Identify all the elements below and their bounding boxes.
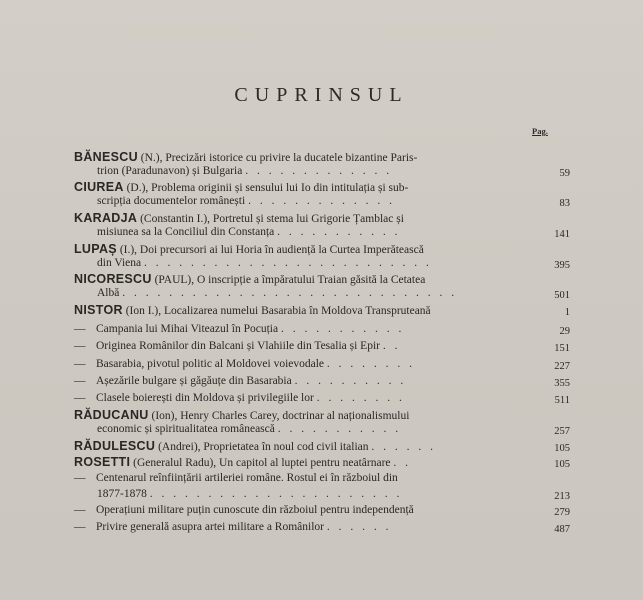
page-number: 151 (554, 343, 570, 354)
page-number: 83 (559, 198, 570, 209)
author-name: NICORESCU (74, 272, 152, 286)
toc-entry-text (74, 272, 425, 287)
entry-title: (Generalul Radu), Un capitol al luptei pentru neatârnare (130, 457, 391, 469)
entry-title: (D.), Problema originii și sensului lui Io din intitulația și sub- (123, 182, 409, 194)
toc-entry-text (97, 422, 401, 436)
entry-title: Campania lui Mihai Viteazul în Pocuția (96, 323, 279, 335)
toc-entry-text (74, 339, 400, 353)
leader-dots: . . (382, 340, 401, 352)
toc-line (74, 520, 570, 534)
toc-entry-text (74, 180, 408, 195)
entry-title: Privire generală asupra artei militare a Românilor (96, 521, 324, 533)
toc-line (74, 256, 570, 270)
author-name: RĂDUCANU (74, 408, 149, 422)
leader-dots: . . . . . . . . . . . (280, 323, 405, 335)
entry-title: (Ion), Henry Charles Carey, doctrinar al naționalismului (148, 410, 410, 422)
leader-dots: . . . . . . . . . . . . . . . . . . . . . . . . . (144, 257, 432, 269)
toc-line (74, 225, 570, 239)
author-name: CIUREA (74, 180, 124, 194)
toc-line (74, 357, 570, 371)
page-title: CUPRINSUL (234, 84, 409, 106)
continuation-dash: — (74, 472, 86, 484)
toc-entry-text (74, 503, 414, 517)
toc-entry-text (74, 520, 392, 534)
leader-dots: . . . . . . . . (316, 392, 405, 404)
page-column-label: Pag. (532, 126, 548, 136)
page-number: 395 (554, 260, 570, 271)
entry-title: Clasele boierești din Moldova și privilegiile lor (96, 392, 314, 404)
continuation-dash: — (74, 521, 86, 533)
author-name: ROSETTI (74, 455, 131, 469)
toc-line (74, 303, 570, 317)
page-number: 487 (554, 524, 570, 535)
toc-entry-text (97, 225, 401, 239)
toc-line (74, 194, 570, 208)
continuation-dash: — (74, 358, 86, 370)
entry-title: misiunea sa la Conciliul din Constanța (97, 226, 275, 238)
toc-entry-text (74, 439, 436, 454)
toc-line (74, 322, 570, 336)
toc-line (74, 272, 570, 286)
entry-title: (Constantin I.), Portretul și stema lui Grigorie Țamblac și (137, 213, 404, 225)
toc-line (74, 439, 570, 453)
toc-entry-text (97, 286, 457, 300)
toc-entry-text (74, 303, 431, 318)
toc-line (74, 242, 570, 256)
leader-dots: . . . . . . . . . . . (277, 423, 402, 435)
leader-dots: . . . . . . . . . . . . . (245, 165, 393, 177)
toc-entry-text (74, 471, 398, 485)
toc-entry-text (74, 322, 404, 336)
toc-entry-text (74, 150, 417, 165)
entry-title: (I.), Doi precursori ai lui Horia în audiență la Curtea Imperătească (116, 244, 424, 256)
page-number: 141 (554, 229, 570, 240)
continuation-dash: — (74, 375, 86, 387)
leader-dots: . . . . . . . . . . . . . . . . . . . . . . (149, 488, 403, 500)
toc-entry-text (74, 242, 424, 257)
leader-dots: . . . . . . . . (326, 358, 416, 370)
entry-title: economic și spiritualitatea românească (97, 423, 275, 435)
entry-title: Centenarul reînființării artileriei române. Rostul ei în războiul din (96, 472, 398, 484)
entry-title: din Viena (97, 257, 142, 269)
leader-dots: . . (393, 457, 412, 469)
toc-line (74, 408, 570, 422)
toc-entry-text (97, 256, 432, 270)
page-number: 105 (554, 443, 570, 454)
entry-title: (Andrei), Proprietatea în noul cod civil italian (155, 441, 369, 453)
page-number: 355 (554, 378, 570, 389)
toc-entry-text (74, 391, 405, 405)
page-number: 227 (554, 361, 570, 372)
toc-line (74, 164, 570, 178)
author-name: KARADJA (74, 211, 138, 225)
toc-line (74, 150, 570, 164)
toc-line (74, 211, 570, 225)
toc-entry-text (74, 408, 409, 423)
entry-title: Albă (97, 287, 120, 299)
toc-line (74, 487, 570, 501)
entry-title: Așezările bulgare și găgăuțe din Basarabia (96, 375, 292, 387)
toc-entry-text (74, 374, 406, 388)
continuation-dash: — (74, 340, 86, 352)
toc-entry-text (74, 357, 415, 371)
continuation-dash: — (74, 323, 86, 335)
page-number: 257 (554, 426, 570, 437)
leader-dots: . . . . . . . . . . . . . . . . . . . . . . . . . . . . . (122, 287, 458, 299)
page-number: 59 (559, 168, 570, 179)
toc-entry-text (97, 487, 402, 501)
toc-line (74, 339, 570, 353)
toc-line (74, 286, 570, 300)
toc-line (74, 471, 570, 485)
entry-title: Operațiuni militare puțin cunoscute din războiul pentru independență (96, 504, 414, 516)
continuation-dash: — (74, 392, 86, 404)
toc-line (74, 503, 570, 517)
leader-dots: . . . . . . . . . . (294, 375, 407, 387)
author-name: BĂNESCU (74, 150, 138, 164)
leader-dots: . . . . . . (326, 521, 392, 533)
page-number: 105 (554, 459, 570, 470)
entry-title: (Ion I.), Localizarea numelui Basarabia în Moldova Transpruteană (122, 305, 431, 317)
entry-title: Originea Românilor din Balcani și Vlahiile din Tesalia și Epir (96, 340, 380, 352)
entry-title: 1877-1878 (97, 488, 147, 500)
entry-title: trion (Paradunavon) și Bulgaria (97, 165, 243, 177)
leader-dots: . . . . . . (371, 441, 437, 453)
toc-line (74, 374, 570, 388)
entry-title: scripția documentelor românești (97, 195, 246, 207)
entry-title: (PAUL), O inscripție a împăratului Traian găsită la Cetatea (151, 274, 426, 286)
entry-title: Basarabia, pivotul politic al Moldovei voievodale (96, 358, 325, 370)
toc-entry-text (97, 194, 395, 208)
page-number: 501 (554, 290, 570, 301)
toc-entry-text (74, 455, 411, 470)
toc-entry-text (74, 211, 404, 226)
page-number: 279 (554, 507, 570, 518)
leader-dots: . . . . . . . . . . . . . (248, 195, 395, 207)
toc-line (74, 180, 570, 194)
leader-dots: . . . . . . . . . . . (277, 226, 401, 238)
author-name: LUPAȘ (74, 242, 117, 256)
page-number: 1 (564, 307, 570, 318)
page-number: 29 (559, 326, 570, 337)
toc-line (74, 391, 570, 405)
entry-title: (N.), Precizări istorice cu privire la ducatele bizantine Paris- (137, 152, 418, 164)
page-number: 213 (554, 491, 570, 502)
toc-entry-text (97, 164, 392, 178)
toc-line (74, 455, 570, 469)
page-number: 511 (554, 395, 570, 406)
continuation-dash: — (74, 504, 86, 516)
author-name: RĂDULESCU (74, 439, 156, 453)
toc-line (74, 422, 570, 436)
author-name: NISTOR (74, 303, 123, 317)
